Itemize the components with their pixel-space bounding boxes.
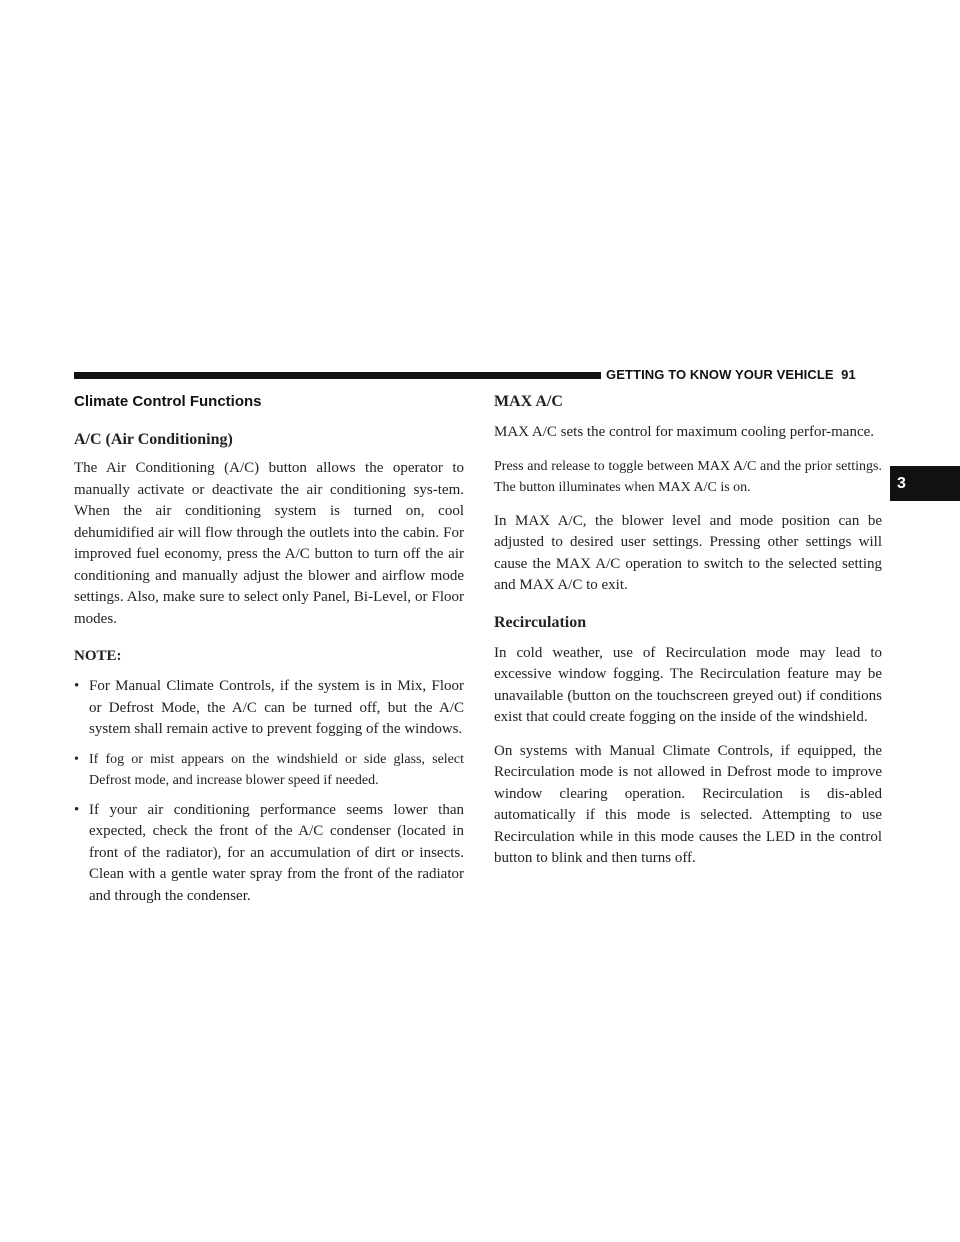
section-title: Climate Control Functions [74,393,262,410]
header-title: GETTING TO KNOW YOUR VEHICLE [606,367,834,382]
recirculation-paragraph: In cold weather, use of Recirculation mode may lead to excessive window fogging. The Recirculation feature may be unavailable (button on the touchscreen greyed out) if conditions exist that could create fogging on the inside of the windshield. [494,644,882,725]
list-item: • If your air conditioning performance seems lower than expected, check the front of the A/C condenser (located in front of the radiator), for an accumulation of dirt or insects. Clean with a gentle water spray from the front of the radiator and through the condenser. [74,800,464,908]
max-ac-paragraph: In MAX A/C, the blower level and mode position can be adjusted to desired user settings. Pressing other settings will cause the MAX A/C operation to switch to the selected setting and MAX A/C to exit. [494,512,882,593]
note-bullets [74,676,464,907]
running-header [606,366,856,384]
list-item: • If fog or mist appears on the windshield or side glass, select Defrost mode, and increase blower speed if needed. [74,749,464,792]
recirculation-paragraph: On systems with Manual Climate Controls, if equipped, the Recirculation mode is not allowed in Defrost mode to improve window clearing operation. Recirculation is dis-abled automatically if this mode is selected. Attempting to use Recirculation while in this mode causes the LED in the control button to blink and then turns off. [494,742,882,866]
header-rule [74,372,601,379]
recirculation-heading: Recirculation [494,613,587,631]
note-label: NOTE: [74,648,122,664]
page-number: 91 [841,367,856,382]
max-ac-paragraph: MAX A/C sets the control for maximum cooling perfor-mance. [494,424,875,440]
ac-paragraph: The Air Conditioning (A/C) button allows the operator to manually activate or deactivate the air conditioning sys-tem. When the air conditioning system is turned on, cool dehumidified air will flow through the outlets into the cabin. For improved fuel economy, press the A/C button to turn off the air conditioning and manually adjust the blower and airflow mode settings. Also, make sure to select only Panel, Bi-Level, or Floor modes. [74,460,464,627]
list-item: • For Manual Climate Controls, if the system is in Mix, Floor or Defrost Mode, the A/C can be turned off, but the A/C system shall remain active to prevent fogging of the windows. [74,676,464,741]
max-ac-paragraph: Press and release to toggle between MAX A/C and the prior settings. The button illuminates when MAX A/C is on. [494,458,882,495]
right-column [494,392,882,882]
max-ac-heading: MAX A/C [494,393,563,410]
chapter-tab: 3 [890,466,960,501]
ac-heading: A/C (Air Conditioning) [74,431,233,448]
left-column [74,392,464,915]
